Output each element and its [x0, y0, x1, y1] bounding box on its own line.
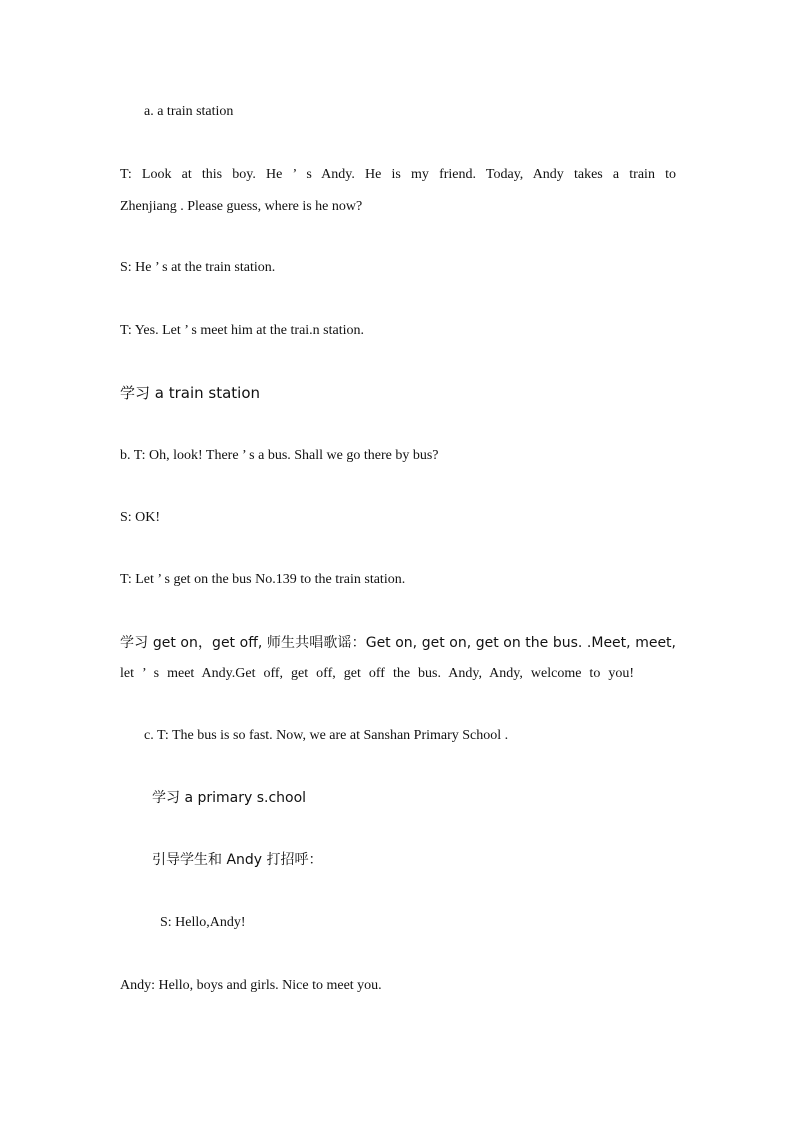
text-line-13: 学习 a primary s.chool — [152, 790, 307, 806]
text-line-1: a. a train station — [144, 104, 234, 119]
text-line-2: T: Look at this boy. He ’ s Andy. He is my friend. Today, Andy takes a train to — [120, 167, 676, 182]
text-line-15: S: Hello,Andy! — [160, 915, 246, 930]
text-line-7: b. T: Oh, look! There ’ s a bus. Shall we go there by bus? — [120, 448, 439, 463]
text-line-11: let ’ s meet Andy.Get off, get off, get off the bus. Andy, Andy, welcome to you! — [120, 666, 634, 681]
text-line-3: Zhenjiang . Please guess, where is he now? — [120, 199, 363, 214]
text-line-16: Andy: Hello, boys and girls. Nice to meet you. — [120, 978, 382, 993]
text-line-9: T: Let ’ s get on the bus No.139 to the train station. — [120, 572, 406, 587]
text-line-10: 学习 get on，get off, 师生共唱歌谣：Get on, get on, get on the bus. .Meet, meet, — [120, 635, 676, 651]
text-line-12: c. T: The bus is so fast. Now, we are at Sanshan Primary School . — [144, 728, 509, 743]
text-line-6: 学习 a train station — [120, 384, 261, 402]
text-line-8: S: OK! — [120, 510, 161, 525]
text-line-5: T: Yes. Let ’ s meet him at the trai.n station. — [120, 323, 365, 338]
text-line-4: S: He ’ s at the train station. — [120, 260, 276, 275]
text-line-14: 引导学生和 Andy 打招呼： — [152, 852, 323, 868]
